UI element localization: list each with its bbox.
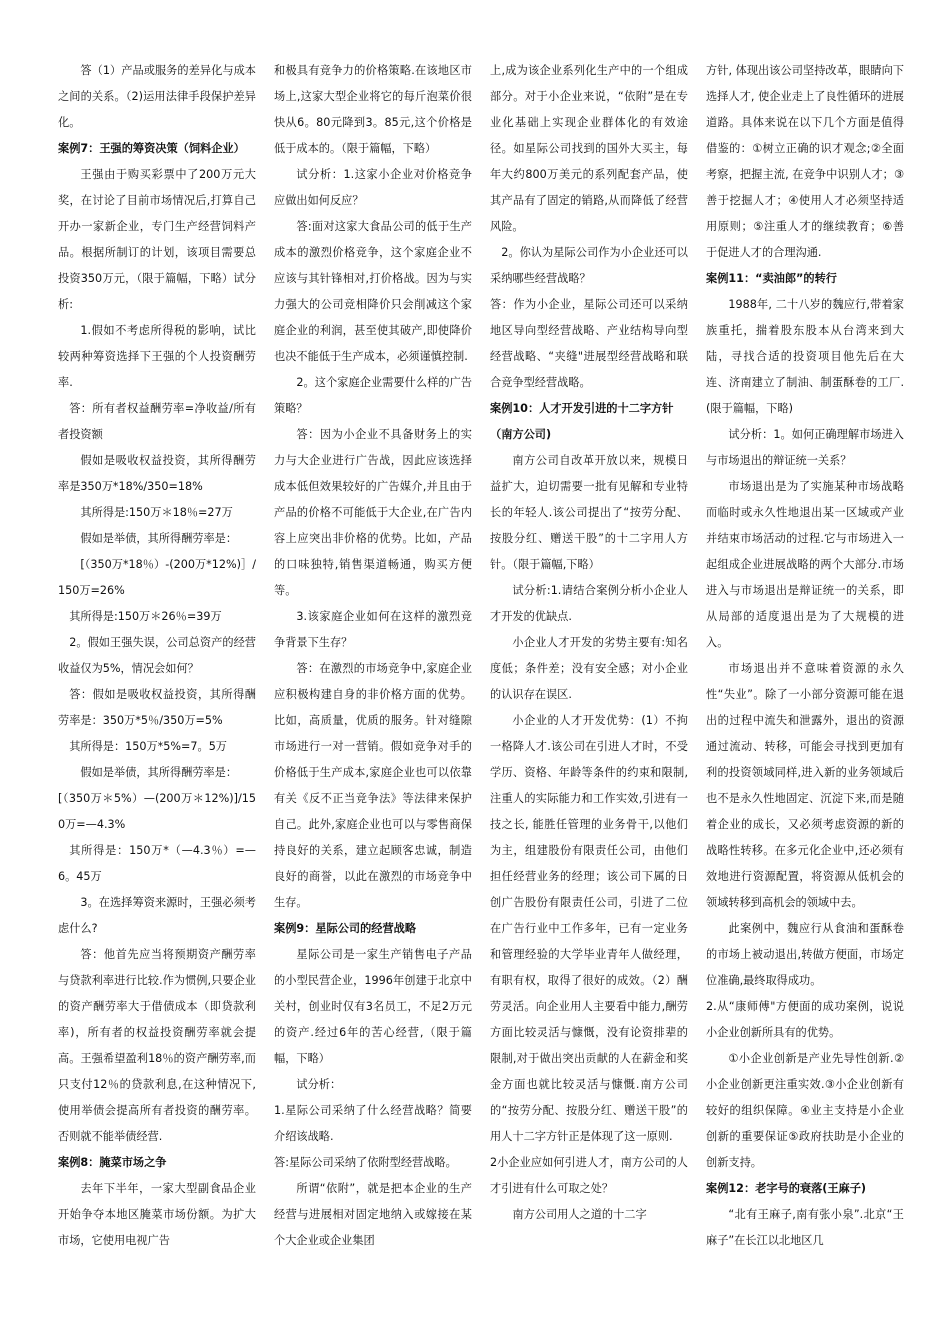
paragraph: 答：他首先应当将预期资产酬劳率与贷款利率进行比较.作为惯例,只要企业的资产酬劳率大于借债成本（即贷款利率)，所有者的权益投资酬劳率就会提高。王强希望盈利18％的资产酬劳率,而只支付12％的贷款利息,在这种情况下,使用举债会提高所有者投资的酬劳率。否则就不能举债经营. bbox=[58, 948, 256, 1143]
text-column-3 bbox=[490, 58, 688, 1344]
paragraph: 和极具有竞争力的价格策略.在该地区市场上,这家大型企业将它的每斤泡菜价很快从6。80元降到3。85元,这个价格是低于成本的。（限于篇幅，下略） bbox=[274, 64, 472, 155]
paragraph: 方针, 体现出该公司坚持改革，眼睛向下选择人才, 使企业走上了良性循环的进展道路。具体来说在以下几个方面是值得借鉴的：①树立正确的识才观念;②全面考察，把握主流, 在竞争中识别人才；③善于挖掘人才；④使用人才必须坚持适用原则；⑤注重人才的继续教育；⑥善于促进人才的合理沟通. bbox=[706, 64, 904, 259]
paragraph: 3.该家庭企业如何在这样的激烈竞争背景下生存？ bbox=[274, 610, 472, 649]
case-heading: 案例12：老字号的衰落(王麻子) bbox=[706, 1182, 867, 1195]
paragraph: 答：假如是吸收权益投资，其所得酬劳率是：350万*5％/350万=5% bbox=[58, 688, 256, 727]
paragraph: 假如是举债，其所得酬劳率是： bbox=[80, 532, 238, 545]
paragraph: [（350万*18％）-(200万*12%)］/150万=26% bbox=[58, 558, 256, 597]
paragraph: 答:星际公司采纳了依附型经营战略。 bbox=[274, 1156, 457, 1169]
paragraph: 南方公司自改革开放以来，规模日益扩大，迫切需要一批有见解和专业特长的年轻人.该公司提出了“按劳分配、按股分红、赠送干股”的十二字用人方针。（限于篇幅,下略） bbox=[490, 454, 688, 571]
paragraph: ①小企业创新是产业先导性创新.② 小企业创新更注重实效.③小企业创新有较好的组织保障。④业主支持是小企业创新的重要保证⑤政府扶助是小企业的创新支持。 bbox=[706, 1052, 904, 1169]
paragraph: 答：在激烈的市场竞争中,家庭企业应积极构建自身的非价格方面的优势。比如，高质量，优质的服务。针对缝隙市场进行一对一营销。假如竞争对手的价格低于生产成本,家庭企业也可以依靠有关《反不正当竞争法》等法律来保护自己。此外,家庭企业也可以与零售商保持良好的关系，建立起顾客忠诚，制造良好的商誉，以此在激烈的市场竞争中生存。 bbox=[274, 662, 472, 909]
paragraph: 其所得是:150万＊26％=39万 bbox=[69, 610, 222, 623]
paragraph: 其所得是:150万＊18％=27万 bbox=[80, 506, 233, 519]
paragraph: 试分析： bbox=[296, 1078, 342, 1091]
paragraph: 星际公司是一家生产销售电子产品的小型民营企业，1996年创建于北京中关村，创业时仅有3名员工，不足2万元的资产.经过6年的苦心经营,（限于篇幅，下略） bbox=[274, 948, 472, 1065]
paragraph: 答（1）产品或服务的差异化与成本之间的关系。（2)运用法律手段保护差异化。 bbox=[58, 64, 256, 129]
paragraph: 小企业的人才开发优势：(1）不拘一格降人才.该公司在引进人才时，不受学历、资格、年龄等条件的约束和限制,注重人的实际能力和工作实效,引进有一技之长, 能胜任管理的业务骨干,以他们为主，组建股份有限责任公司，由他们担任经营业务的经理；该公司下属的日创广告股份有限责任公司，引进了二位在广告行业中工作多年，已有一定业务和管理经验的大学毕业青年人做经理，有职有权，取得了很好的成效。（2）酬劳灵活。向企业用人主要看中能力,酬劳方面比较灵活与慷慨，没有论资排辈的限制,对于做出突出贡献的人在薪金和奖金方面也就比较灵活与慷慨.南方公司的“按劳分配、按股分红、赠送干股”的用人十二字方针正是体现了这一原则. bbox=[490, 714, 688, 1143]
paragraph: 2。假如王强失误，公司总资产的经营收益仅为5%，情况会如何？ bbox=[58, 636, 256, 675]
paragraph: 其所得是：150万*（—4.3％）=—6。45万 bbox=[58, 844, 256, 883]
paragraph: 1.星际公司采纳了什么经营战略？简要介绍该战略. bbox=[274, 1104, 472, 1143]
paragraph: 答:面对这家大食品公司的低于生产成本的激烈价格竞争，这个家庭企业不应该与其针锋相对,打价格战。因为与实力强大的公司竞相降价只会削减这个家庭企业的利润，甚至使其破产,即使降价也决不能低于生产成本，必须谨慎控制. bbox=[274, 220, 472, 363]
paragraph: 2.从“康师傅"方便面的成功案例，说说小企业创新所具有的优势。 bbox=[706, 1000, 904, 1039]
paragraph: 假如是举债，其所得酬劳率是： bbox=[80, 766, 238, 779]
paragraph: 王强由于购买彩票中了200万元大奖，在讨论了目前市场情况后,打算自己开办一家新企业，专门生产经营饲料产品。根据所制订的计划，该项目需要总投资350万元，（限于篇幅，下略）试分析: bbox=[58, 168, 256, 311]
paragraph: 假如是吸收权益投资，其所得酬劳率是350万*18%/350=18% bbox=[58, 454, 256, 493]
text-column-2 bbox=[274, 58, 472, 1344]
paragraph: 小企业人才开发的劣势主要有:知名度低；条件差；没有安全感；对小企业的认识存在误区. bbox=[490, 636, 688, 701]
paragraph: 答：作为小企业，星际公司还可以采纳地区导向型经营战略、产业结构导向型经营战略、“夹缝"进展型经营战略和联合竞争型经营战略。 bbox=[490, 298, 688, 389]
case-heading: 案例10：人才开发引进的十二字方针（南方公司) bbox=[490, 402, 674, 441]
paragraph: 1.假如不考虑所得税的影响，试比较两种筹资选择下王强的个人投资酬劳率. bbox=[58, 324, 256, 389]
case-heading: 案例9：星际公司的经营战略 bbox=[274, 922, 417, 935]
paragraph: 市场退出是为了实施某种市场战略而临时或永久性地退出某一区域或产业并结束市场活动的过程.它与市场进入一起组成企业进展战略的两个大部分.市场进入与市场退出是辩证统一的关系，即从局部的适度退出是为了大规模的进入。 bbox=[706, 480, 904, 649]
paragraph: 试分析：1.这家小企业对价格竞争应做出如何反应？ bbox=[274, 168, 472, 207]
paragraph: 试分析:1.请结合案例分析小企业人才开发的优缺点. bbox=[490, 584, 688, 623]
paragraph: 2小企业应如何引进人才，南方公司的人才引进有什么可取之处？ bbox=[490, 1156, 688, 1195]
paragraph: 此案例中，魏应行从食油和蛋酥卷的市场上被动退出,转做方便面，市场定位准确,最终取得成功。 bbox=[706, 922, 904, 987]
paragraph: 试分析：1。如何正确理解市场进入与市场退出的辩证统一关系？ bbox=[706, 428, 904, 467]
paragraph: [（350万＊5%）—(200万＊12%)]/150万=—4.3% bbox=[58, 792, 256, 831]
paragraph: “北有王麻子,南有张小泉”.北京“王麻子”在长江以北地区几 bbox=[706, 1208, 904, 1247]
paragraph: 去年下半年，一家大型副食品企业开始争夺本地区腌菜市场份额。为扩大市场，它使用电视广告 bbox=[58, 1182, 256, 1247]
paragraph: 上,成为该企业系列化生产中的一个组成部分。对于小企业来说，“依附”是在专业化基础上实现企业群体化的有效途径。如星际公司找到的国外大买主，每年大约800万美元的系列配套产品，使其产品有了固定的销路,从而降低了经营风险。 bbox=[490, 64, 688, 233]
paragraph: 1988年, 二十八岁的魏应行,带着家族重托，揣着股东股本从台湾来到大陆，寻找合适的投资项目他先后在大连、济南建立了制油、制蛋酥卷的工厂.(限于篇幅，下略) bbox=[706, 298, 904, 415]
case-heading: 案例11：“卖油郎”的转行 bbox=[706, 272, 837, 285]
text-column-4 bbox=[706, 58, 904, 1344]
paragraph: 答：所有者权益酬劳率=净收益/所有者投资额 bbox=[58, 402, 256, 441]
paragraph: 答：因为小企业不具备财务上的实力与大企业进行广告战，因此应该选择成本低但效果较好的广告媒介,并且由于产品的价格不可能低于大企业,在广告内容上应突出非价格的优势。比如，产品的口味独特,销售渠道畅通，购买方便等。 bbox=[274, 428, 472, 597]
paragraph: 其所得是：150万*5%=7。5万 bbox=[69, 740, 227, 753]
text-column-1 bbox=[58, 58, 256, 1344]
paragraph: 2。你认为星际公司作为小企业还可以采纳哪些经营战略？ bbox=[490, 246, 688, 285]
paragraph: 所谓“依附”，就是把本企业的生产经营与进展相对固定地纳入或嫁接在某个大企业或企业集团 bbox=[274, 1182, 472, 1247]
paragraph: 南方公司用人之道的十二字 bbox=[512, 1208, 647, 1221]
case-heading: 案例7：王强的筹资决策（饲料企业） bbox=[58, 142, 245, 155]
paragraph: 2。这个家庭企业需要什么样的广告策略？ bbox=[274, 376, 472, 415]
case-heading: 案例8：腌菜市场之争 bbox=[58, 1156, 167, 1169]
paragraph: 3。在选择筹资来源时，王强必须考虑什么? bbox=[58, 896, 256, 935]
paragraph: 市场退出并不意味着资源的永久性“失业”。除了一小部分资源可能在退出的过程中流失和泄露外，退出的资源通过流动、转移，可能会寻找到更加有利的投资领域同样,进入新的业务领域后也不是永久性地固定、沉淀下来,而是随着企业的成长，又必须考虑资源的新的战略性转移。在多元化企业中,还必须有效地进行资源配置，将资源从低机会的领域转移到高机会的领域中去。 bbox=[706, 662, 904, 909]
